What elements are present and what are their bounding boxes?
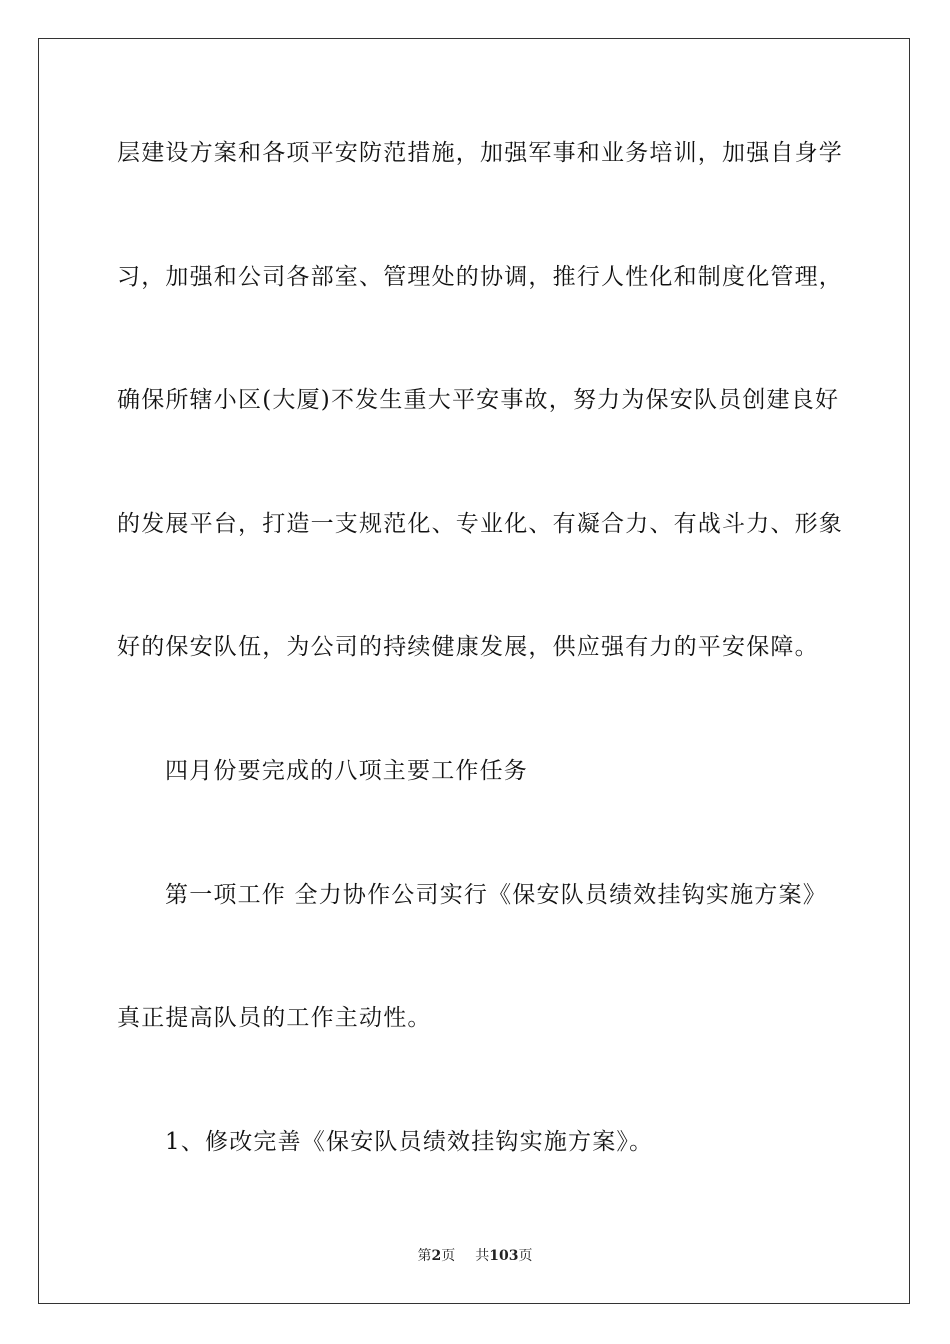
body-line-3: 确保所辖小区(大厦)不发生重大平安事故，努力为保安队员创建良好 bbox=[117, 387, 840, 413]
body-line-2: 习，加强和公司各部室、管理处的协调，推行人性化和制度化管理， bbox=[117, 264, 843, 290]
page-footer bbox=[0, 1247, 950, 1265]
list-item-1: 1、修改完善《保安队员绩效挂钩实施方案》。 bbox=[165, 1129, 654, 1155]
body-line-7: 第一项工作 全力协作公司实行《保安队员绩效挂钩实施方案》 bbox=[165, 882, 827, 908]
page-border bbox=[38, 38, 910, 1304]
body-line-5: 好的保安队伍，为公司的持续健康发展，供应强有力的平安保障。 bbox=[117, 634, 819, 660]
footer-total-number: 103 bbox=[489, 1248, 519, 1264]
footer-page-suffix: 页 bbox=[441, 1248, 456, 1264]
body-line-1: 层建设方案和各项平安防范措施，加强军事和业务培训，加强自身学 bbox=[117, 140, 843, 166]
footer-page-number: 2 bbox=[431, 1248, 442, 1264]
body-line-8: 真正提高队员的工作主动性。 bbox=[117, 1005, 432, 1031]
footer-page-prefix: 第 bbox=[417, 1248, 432, 1264]
footer-total-prefix: 共 bbox=[475, 1248, 490, 1264]
body-line-4: 的发展平台，打造一支规范化、专业化、有凝合力、有战斗力、形象 bbox=[117, 511, 843, 537]
section-heading: 四月份要完成的八项主要工作任务 bbox=[165, 758, 528, 784]
footer-total-suffix: 页 bbox=[518, 1248, 533, 1264]
